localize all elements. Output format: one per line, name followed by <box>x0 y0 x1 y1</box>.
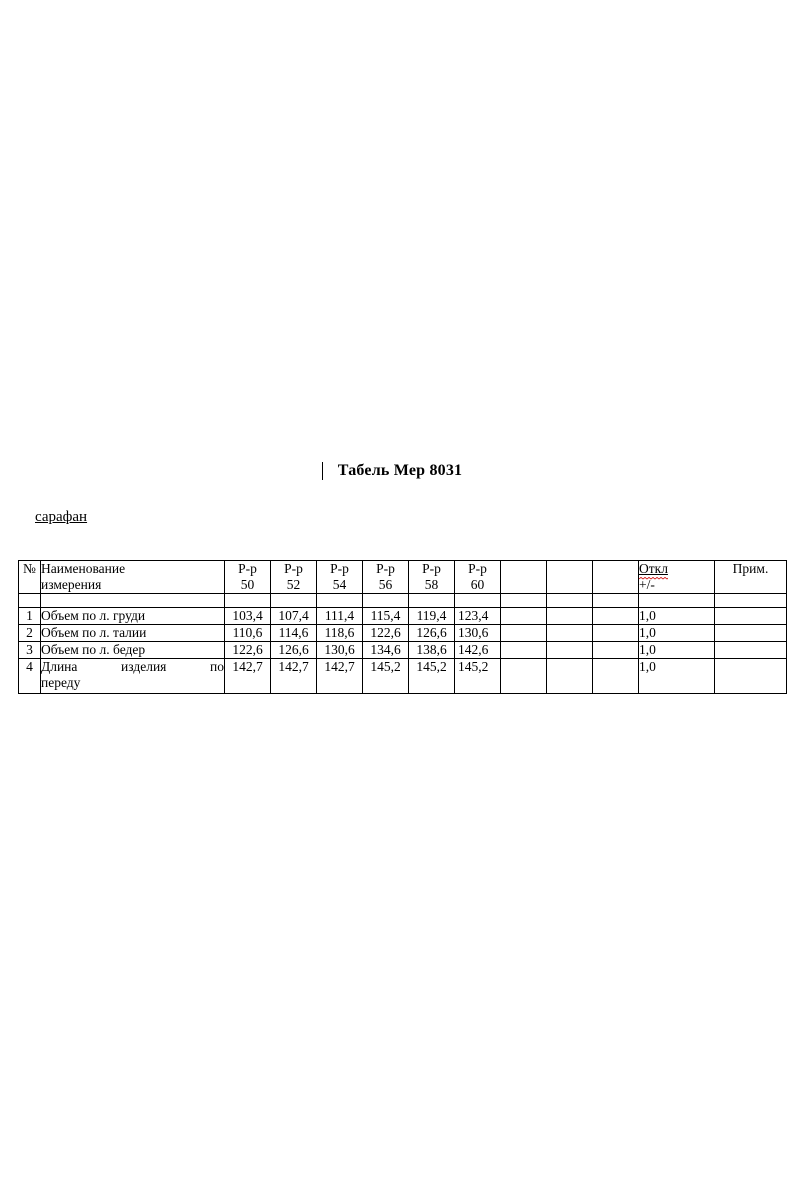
header-blank-1 <box>501 561 547 594</box>
row-value-50: 103,4 <box>225 607 271 624</box>
row-name-line2: переду <box>41 674 81 690</box>
row-deviation: 1,0 <box>639 658 715 693</box>
header-name-line2: измерения <box>41 576 102 592</box>
size-value: 50 <box>240 576 255 592</box>
table-row <box>19 658 787 693</box>
row-value-58: 126,6 <box>409 624 455 641</box>
row-value-52: 114,6 <box>271 624 317 641</box>
row-blank-2 <box>547 658 593 693</box>
header-blank-2 <box>547 561 593 594</box>
header-size-58 <box>409 561 455 594</box>
row-value-56: 134,6 <box>363 641 409 658</box>
row-blank-3 <box>593 607 639 624</box>
size-prefix: Р-р <box>422 561 441 576</box>
header-size-52 <box>271 561 317 594</box>
header-measurement-name <box>41 561 225 594</box>
row-value-54: 130,6 <box>317 641 363 658</box>
header-deviation <box>639 561 715 594</box>
size-prefix: Р-р <box>330 561 349 576</box>
row-value-50: 142,7 <box>225 658 271 693</box>
table-row <box>19 641 787 658</box>
row-value-54: 118,6 <box>317 624 363 641</box>
header-blank-3 <box>593 561 639 594</box>
row-deviation: 1,0 <box>639 641 715 658</box>
size-prefix: Р-р <box>238 561 257 576</box>
row-value-52: 142,7 <box>271 658 317 693</box>
size-value: 52 <box>286 576 301 592</box>
row-deviation: 1,0 <box>639 607 715 624</box>
row-number: 2 <box>19 624 41 641</box>
row-value-50: 122,6 <box>225 641 271 658</box>
size-prefix: Р-р <box>376 561 395 576</box>
spacer-cell <box>225 593 271 607</box>
row-value-56: 145,2 <box>363 658 409 693</box>
row-measurement-name: Объем по л. талии <box>41 624 225 641</box>
size-value: 60 <box>470 576 485 592</box>
header-deviation-label: Откл <box>639 561 668 577</box>
spacer-cell <box>409 593 455 607</box>
spacer-cell <box>19 593 41 607</box>
row-value-60: 142,6 <box>455 641 501 658</box>
row-measurement-name <box>41 658 225 693</box>
table-header-row <box>19 561 787 594</box>
spacer-cell <box>593 593 639 607</box>
row-blank-2 <box>547 607 593 624</box>
row-value-58: 119,4 <box>409 607 455 624</box>
size-value: 54 <box>332 576 347 592</box>
spacer-cell <box>317 593 363 607</box>
header-name-line1: Наименование <box>41 561 126 576</box>
spacer-cell <box>715 593 787 607</box>
row-notes <box>715 607 787 624</box>
row-number: 1 <box>19 607 41 624</box>
row-measurement-name: Объем по л. бедер <box>41 641 225 658</box>
product-subtitle: сарафан <box>35 509 88 525</box>
row-value-50: 110,6 <box>225 624 271 641</box>
row-value-60: 123,4 <box>455 607 501 624</box>
row-blank-1 <box>501 641 547 658</box>
row-value-54: 142,7 <box>317 658 363 693</box>
header-size-54 <box>317 561 363 594</box>
row-name-line1: Длина изделия по <box>41 658 224 674</box>
row-value-56: 122,6 <box>363 624 409 641</box>
row-notes <box>715 624 787 641</box>
spacer-cell <box>455 593 501 607</box>
header-size-60 <box>455 561 501 594</box>
header-number: № <box>19 561 41 594</box>
spacer-cell <box>271 593 317 607</box>
header-size-50 <box>225 561 271 594</box>
row-blank-3 <box>593 658 639 693</box>
spacer-cell <box>41 593 225 607</box>
row-value-54: 111,4 <box>317 607 363 624</box>
header-notes: Прим. <box>715 561 787 594</box>
table-row <box>19 624 787 641</box>
row-value-56: 115,4 <box>363 607 409 624</box>
row-value-58: 138,6 <box>409 641 455 658</box>
size-prefix: Р-р <box>468 561 487 576</box>
row-deviation: 1,0 <box>639 624 715 641</box>
row-measurement-name: Объем по л. груди <box>41 607 225 624</box>
row-notes <box>715 658 787 693</box>
row-blank-1 <box>501 624 547 641</box>
spacer-cell <box>639 593 715 607</box>
row-blank-2 <box>547 641 593 658</box>
row-value-58: 145,2 <box>409 658 455 693</box>
row-blank-2 <box>547 624 593 641</box>
size-value: 56 <box>378 576 393 592</box>
size-prefix: Р-р <box>284 561 303 576</box>
spacer-cell <box>501 593 547 607</box>
measurements-table <box>18 560 787 694</box>
row-blank-1 <box>501 607 547 624</box>
row-blank-3 <box>593 641 639 658</box>
row-notes <box>715 641 787 658</box>
header-size-56 <box>363 561 409 594</box>
spacer-cell <box>547 593 593 607</box>
header-deviation-tolerance: +/- <box>639 576 655 592</box>
row-value-60: 145,2 <box>455 658 501 693</box>
spacer-cell <box>363 593 409 607</box>
row-value-52: 126,6 <box>271 641 317 658</box>
row-number: 4 <box>19 658 41 693</box>
row-number: 3 <box>19 641 41 658</box>
table-row <box>19 607 787 624</box>
table-spacer-row <box>19 593 787 607</box>
page-title: Табель Мер 8031 <box>337 462 463 479</box>
row-blank-3 <box>593 624 639 641</box>
row-value-52: 107,4 <box>271 607 317 624</box>
size-value: 58 <box>424 576 439 592</box>
row-value-60: 130,6 <box>455 624 501 641</box>
spellcheck-underline-icon <box>639 577 668 580</box>
row-blank-1 <box>501 658 547 693</box>
